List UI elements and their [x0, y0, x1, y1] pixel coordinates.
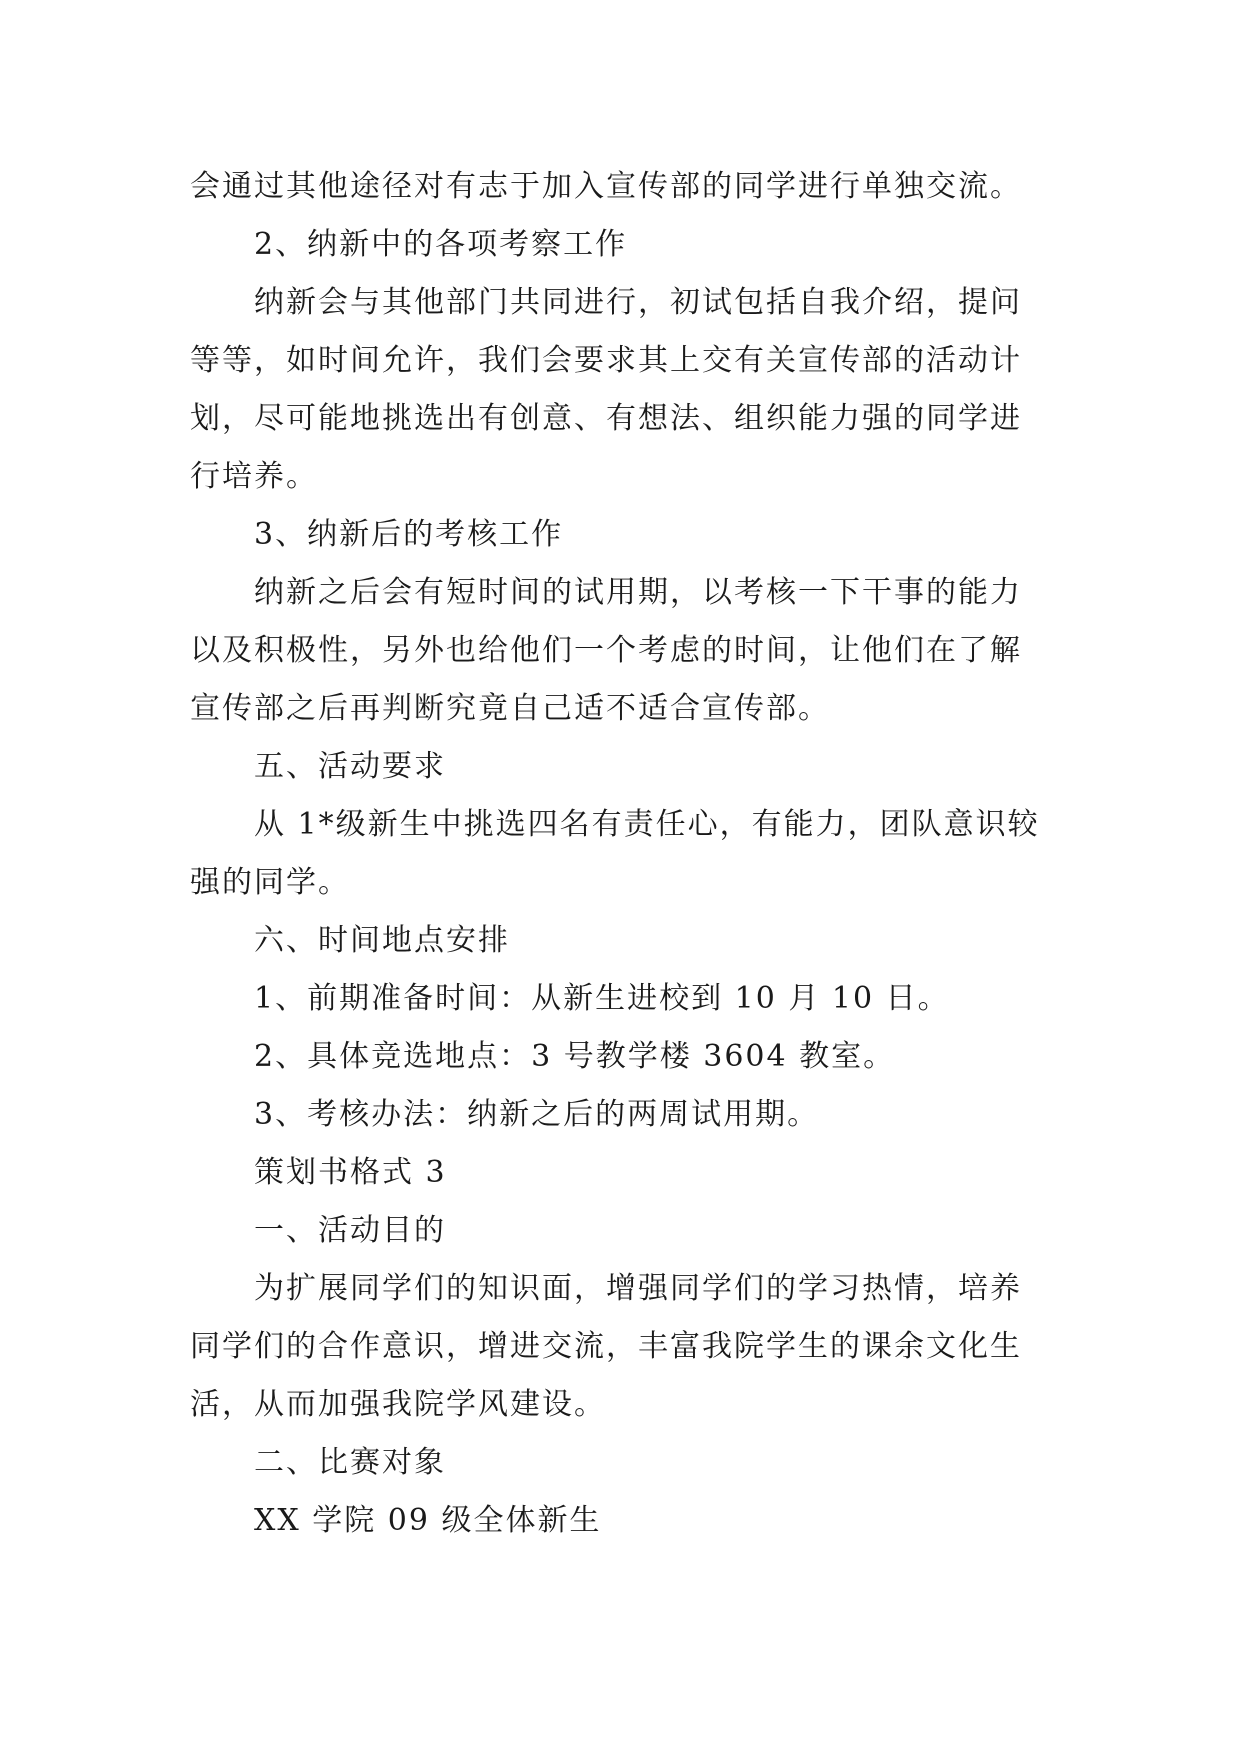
document-title: 策划书格式 3 [254, 1155, 447, 1190]
paragraph-line: 宣传部之后再判断究竟自己适不适合宣传部。 [190, 691, 830, 726]
list-item: 2、具体竞选地点：3 号教学楼 3604 教室。 [254, 1039, 896, 1074]
paragraph-line: 会通过其他途径对有志于加入宣传部的同学进行单独交流。 [190, 169, 1022, 204]
list-item: 3、考核办法：纳新之后的两周试用期。 [254, 1097, 820, 1132]
paragraph-line: 划，尽可能地挑选出有创意、有想法、组织能力强的同学进 [190, 401, 1022, 436]
section-heading: 3、纳新后的考核工作 [254, 517, 564, 552]
list-item: 1、前期准备时间：从新生进校到 10 月 10 日。 [254, 981, 950, 1016]
section-heading: 六、时间地点安排 [254, 923, 510, 958]
document-body [190, 158, 1060, 1550]
paragraph-line: 以及积极性，另外也给他们一个考虑的时间，让他们在了解 [190, 633, 1022, 668]
paragraph-line: 为扩展同学们的知识面，增强同学们的学习热情，培养 [254, 1271, 1022, 1306]
paragraph-line: XX 学院 09 级全体新生 [254, 1503, 602, 1538]
section-heading: 2、纳新中的各项考察工作 [254, 227, 628, 262]
paragraph-line: 从 1*级新生中挑选四名有责任心，有能力，团队意识较 [254, 807, 1040, 842]
paragraph-line: 纳新之后会有短时间的试用期，以考核一下干事的能力 [254, 575, 1022, 610]
paragraph-line: 纳新会与其他部门共同进行，初试包括自我介绍，提问 [254, 285, 1022, 320]
paragraph-line: 等等，如时间允许，我们会要求其上交有关宣传部的活动计 [190, 343, 1022, 378]
paragraph-line: 活，从而加强我院学风建设。 [190, 1387, 606, 1422]
section-heading: 五、活动要求 [254, 749, 446, 784]
paragraph-line: 强的同学。 [190, 865, 350, 900]
section-heading: 二、比赛对象 [254, 1445, 446, 1480]
paragraph-line: 行培养。 [190, 459, 318, 494]
section-heading: 一、活动目的 [254, 1213, 446, 1248]
paragraph-line: 同学们的合作意识，增进交流，丰富我院学生的课余文化生 [190, 1329, 1022, 1364]
